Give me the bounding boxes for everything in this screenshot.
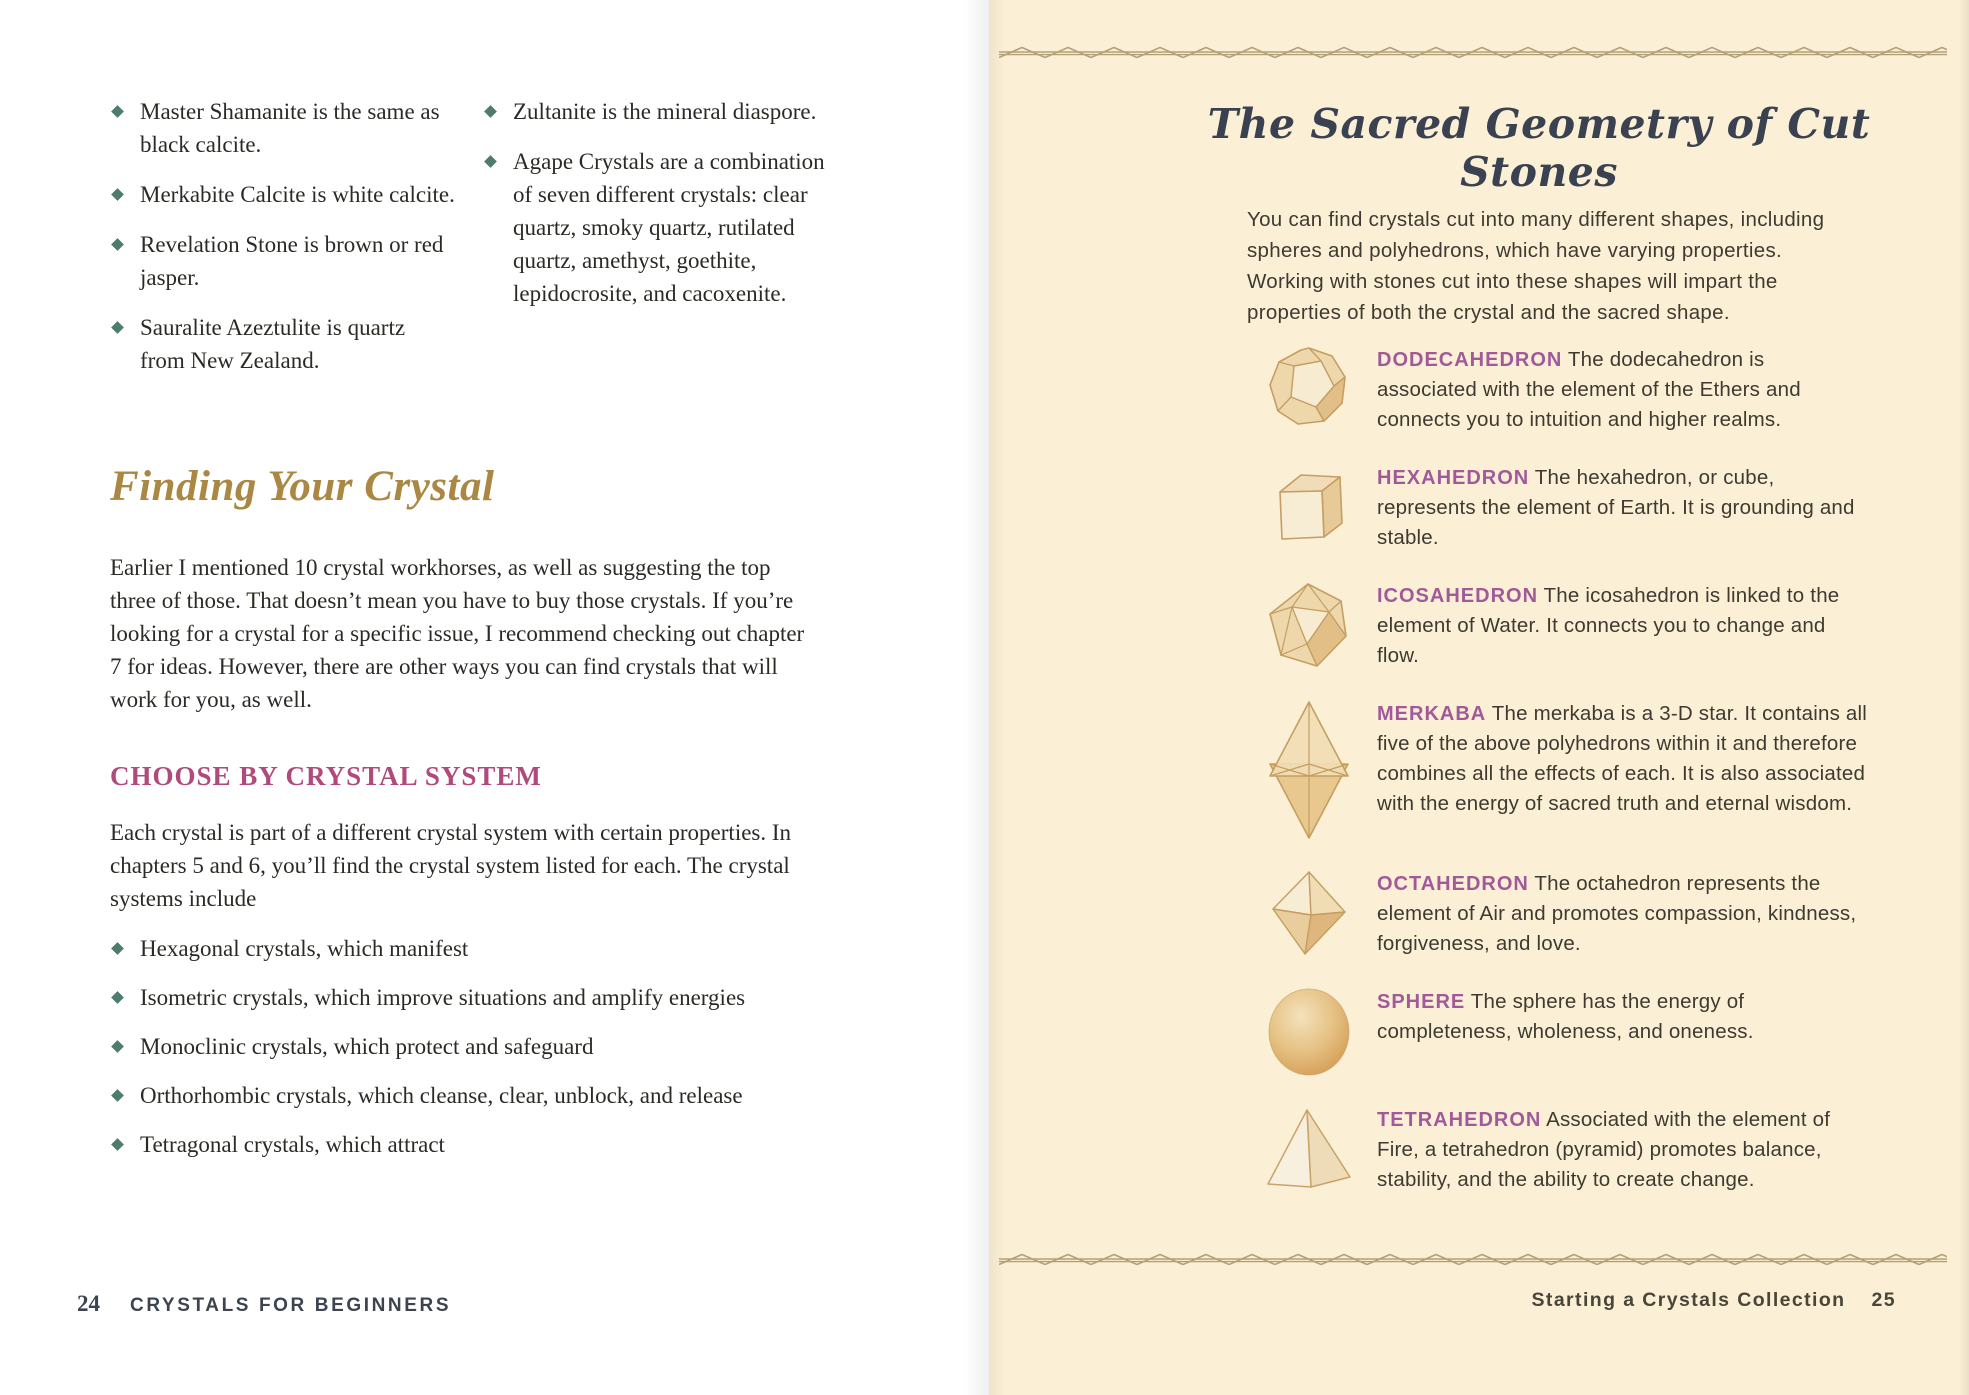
diamond-bullet-icon xyxy=(111,188,124,201)
bullet-column-1 xyxy=(110,95,455,394)
list-item xyxy=(110,95,455,161)
diamond-bullet-icon xyxy=(111,105,124,118)
merkaba-icon xyxy=(1241,699,1377,841)
shape-description xyxy=(1377,987,1869,1047)
list-item xyxy=(110,178,455,211)
shape-body: The merkaba is a 3-D star. It contains all five of the above polyhedrons within it and therefore combines all the effects of each. It is also associated with the energy of sacred truth and eternal wisdom. xyxy=(1377,702,1868,815)
system-paragraph: Each crystal is part of a different crystal system with certain properties. In chapters 5 and 6, you’ll find the crystal system listed for each. The crystal systems include xyxy=(110,820,792,911)
shape-description xyxy=(1377,699,1869,819)
bullet-text: Sauralite Azeztulite is quartz from New Zealand. xyxy=(140,315,406,373)
list-item xyxy=(110,1079,870,1112)
shape-body: The icosahedron is linked to the element of Water. It connects you to change and flow. xyxy=(1377,584,1840,667)
shape-label: ICOSAHEDRON xyxy=(1377,585,1539,607)
list-item xyxy=(110,1030,870,1063)
shape-body: The sphere has the energy of completeness, wholeness, and oneness. xyxy=(1377,990,1754,1043)
bullet-text: Revelation Stone is brown or red jasper. xyxy=(140,232,444,290)
shape-label: MERKABA xyxy=(1377,703,1487,725)
page-number: 24 xyxy=(77,1291,100,1316)
mineral-bullet-columns xyxy=(110,95,840,394)
list-item xyxy=(483,145,838,310)
zigzag-border-bottom-icon xyxy=(999,1251,1947,1269)
bullet-text: Orthorhombic crystals, which cleanse, clear, unblock, and release xyxy=(140,1083,743,1108)
list-item xyxy=(1241,1105,1869,1195)
diamond-bullet-icon xyxy=(111,1040,124,1053)
geometry-intro-paragraph: You can find crystals cut into many different shapes, including spheres and polyhedrons, which have varying properties. Working with stones cut into these shapes will impart the properties of both the crystal and the sacred shape. xyxy=(1247,208,1825,324)
intro-paragraph: Earlier I mentioned 10 crystal workhorses, as well as suggesting the top three of those. That doesn’t mean you have to buy those crystals. If you’re looking for a crystal for a specific issue, I recommend checking out chapter 7 for ideas. However, there are other ways you can find crystals that will work for you, as well. xyxy=(110,555,805,712)
bullet-text: Master Shamanite is the same as black calcite. xyxy=(140,99,440,157)
diamond-bullet-icon xyxy=(111,991,124,1004)
list-item xyxy=(1241,699,1869,841)
sub-heading: CHOOSE BY CRYSTAL SYSTEM xyxy=(110,761,542,791)
shape-body: The dodecahedron is associated with the element of the Ethers and connects you to intuition and higher realms. xyxy=(1377,348,1801,431)
right-page xyxy=(989,0,1969,1395)
zigzag-border-top-icon xyxy=(999,44,1947,62)
right-page-footer xyxy=(1532,1289,1896,1312)
list-item xyxy=(1241,987,1869,1077)
running-title: CRYSTALS FOR BEGINNERS xyxy=(130,1295,452,1316)
list-item xyxy=(110,1128,870,1161)
diamond-bullet-icon xyxy=(111,1138,124,1151)
bullet-text: Zultanite is the mineral diaspore. xyxy=(513,99,817,124)
shape-description xyxy=(1377,463,1869,553)
shape-description xyxy=(1377,869,1869,959)
diamond-bullet-icon xyxy=(111,942,124,955)
list-item xyxy=(483,95,838,128)
bullet-column-2 xyxy=(483,95,838,394)
diamond-bullet-icon xyxy=(484,155,497,168)
shape-label: HEXAHEDRON xyxy=(1377,467,1530,489)
section-heading: Finding Your Crystal xyxy=(110,463,495,510)
bullet-text: Merkabite Calcite is white calcite. xyxy=(140,182,455,207)
list-item xyxy=(110,932,870,965)
list-item xyxy=(1241,581,1869,671)
hexahedron-icon xyxy=(1241,463,1377,549)
sphere-icon xyxy=(1241,987,1377,1077)
bullet-text: Tetragonal crystals, which attract xyxy=(140,1132,445,1157)
sacred-shapes-list xyxy=(1241,345,1869,1223)
list-item xyxy=(110,228,455,294)
icosahedron-icon xyxy=(1241,581,1377,669)
bullet-text: Hexagonal crystals, which manifest xyxy=(140,936,469,961)
diamond-bullet-icon xyxy=(484,105,497,118)
list-item xyxy=(1241,345,1869,435)
list-item xyxy=(110,981,870,1014)
shape-description xyxy=(1377,345,1869,435)
tetrahedron-icon xyxy=(1241,1105,1377,1189)
diamond-bullet-icon xyxy=(111,321,124,334)
crystal-system-list xyxy=(110,932,870,1177)
bullet-text: Monoclinic crystals, which protect and safeguard xyxy=(140,1034,594,1059)
shape-label: OCTAHEDRON xyxy=(1377,873,1529,895)
shape-label: TETRAHEDRON xyxy=(1377,1109,1542,1131)
dodecahedron-icon xyxy=(1241,345,1377,431)
list-item xyxy=(110,311,455,377)
list-item xyxy=(1241,869,1869,959)
diamond-bullet-icon xyxy=(111,1089,124,1102)
shape-body: Associated with the element of Fire, a tetrahedron (pyramid) promotes balance, stability, and the ability to create change. xyxy=(1377,1108,1831,1191)
list-item xyxy=(1241,463,1869,553)
shape-body: The octahedron represents the element of Air and promotes compassion, kindness, forgiveness, and love. xyxy=(1377,872,1857,955)
shape-body: The hexahedron, or cube, represents the element of Earth. It is grounding and stable. xyxy=(1377,466,1855,549)
bullet-text: Isometric crystals, which improve situations and amplify energies xyxy=(140,985,746,1010)
chapter-title: Starting a Crystals Collection xyxy=(1531,1289,1846,1311)
page-title: The Sacred Geometry of Cut Stones xyxy=(1207,100,1871,196)
page-number: 25 xyxy=(1871,1289,1896,1311)
diamond-bullet-icon xyxy=(111,238,124,251)
left-page-footer xyxy=(77,1291,451,1317)
bullet-text: Agape Crystals are a combination of seven different crystals: clear quartz, smoky quartz, rutilated quartz, amethyst, goethite, lepidocrosite, and cacoxenite. xyxy=(513,149,825,306)
shape-label: SPHERE xyxy=(1377,991,1466,1013)
shape-description xyxy=(1377,1105,1869,1195)
shape-label: DODECAHEDRON xyxy=(1377,349,1563,371)
octahedron-icon xyxy=(1241,869,1377,957)
shape-description xyxy=(1377,581,1869,671)
